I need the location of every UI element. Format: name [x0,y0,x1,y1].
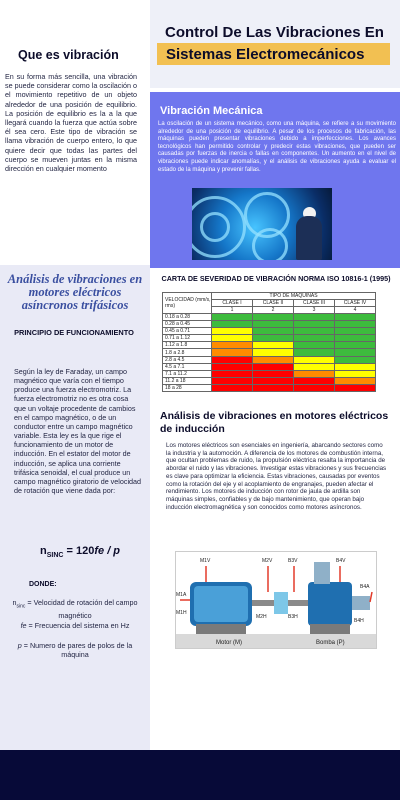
diagram-label-m1v: M1V [200,558,211,564]
analisis-motores-induccion-heading: Análisis de vibraciones en motores eléctricos de inducción [160,410,389,435]
severity-zone-cell [253,377,294,384]
severity-zone-cell [212,342,253,349]
severity-zone-cell [335,342,376,349]
class-header: CLASE I [212,300,253,307]
velocity-range: 0.71 a 1.12 [163,335,212,342]
velocity-range: 2.8 a 4.5 [163,356,212,363]
severity-row [163,370,376,377]
severity-zone-cell [253,349,294,356]
motor-pump-drawing [176,552,376,648]
velocity-range: 4.5 a 7.1 [163,363,212,370]
severity-zone-cell [253,356,294,363]
severity-zone-cell [212,384,253,391]
severity-zone-cell [294,314,335,321]
severity-zone-cell [335,377,376,384]
left-bottom-panel [0,265,150,750]
severity-zone-cell [253,314,294,321]
col-tipo-header: TIPO DE MAQUINAS [212,293,376,300]
severity-zone-cell [294,342,335,349]
severity-zone-cell [335,321,376,328]
velocity-range: 7.1 a 11.2 [163,370,212,377]
motor-pump-diagram [175,551,377,649]
col-velocidad-header: VELOCIDAD (mm/s, rms) [163,293,212,314]
severity-row [163,335,376,342]
severity-zone-cell [335,370,376,377]
severity-row [163,377,376,384]
class-header: CLASE IV [335,300,376,307]
severity-zone-cell [212,370,253,377]
velocity-range: 0.28 a 0.45 [163,321,212,328]
que-es-vibracion-heading: Que es vibración [18,48,119,62]
severity-zone-cell [294,349,335,356]
class-header: CLASE II [253,300,294,307]
severity-zone-cell [294,384,335,391]
diagram-label-b4a: B4A [360,584,370,590]
vibracion-mecanica-text: La oscilación de un sistema mecánico, como una máquina, se refiere a su movimiento alrededor de una posición de equilibrio. A pesar de los procesos de fabricación, las máquinas pueden presentar vibraciones debido a imperfecciones. Los avances tecnológicos han permitido controlar y predecir estas vibraciones, que pueden ser causadas por fuerzas de inercia o fallas en componentes. Un aumento en el nivel de vibraciones puede indicar anomalías, y el análisis de vibraciones ayuda a evaluar el estado de la máquina y prevenir fallas. [158,121,396,173]
velocity-range: 0.45 a 0.71 [163,328,212,335]
severity-zone-cell [294,377,335,384]
definicion-p: p = Numero de pares de polos de la máquina [17,641,133,659]
page-title-highlight [157,43,390,65]
principio-heading: PRINCIPIO DE FUNCIONAMIENTO [14,328,134,337]
severity-zone-cell [212,321,253,328]
formula-velocidad-sincrona: $n_{SINC} = 120fe / p$ [40,545,121,560]
severity-zone-cell [335,356,376,363]
vibracion-mecanica-heading: Vibración Mecánica [160,105,263,117]
severity-row [163,342,376,349]
severity-zone-cell [335,314,376,321]
severity-zone-cell [294,363,335,370]
class-number: 1 [212,307,253,314]
diagram-label-b3h: B3H [288,614,298,620]
carta-severidad-heading: CARTA DE SEVERIDAD DE VIBRACIÓN NORMA ISO 10816-1 (1995) [161,274,391,283]
definicion-fe: fe = Frecuencia del sistema en Hz [20,621,130,630]
severity-zone-cell [335,363,376,370]
severity-row [163,356,376,363]
severity-zone-cell [253,384,294,391]
page-title-line1: Control De Las Vibraciones En [165,24,384,41]
page-title-line2: Sistemas Electromecánicos [166,46,365,63]
severity-zone-cell [212,328,253,335]
severity-row [163,328,376,335]
severity-zone-cell [212,377,253,384]
class-number: 2 [253,307,294,314]
velocity-range: 1.12 a 1.8 [163,342,212,349]
severity-zone-cell [335,384,376,391]
severity-row [163,321,376,328]
faraday-text: Según la ley de Faraday, un campo magnético que varía con el tiempo produce una fuerza electromotriz. La fuerza electromotriz no es otra cosa que un voltaje procedente de cambios en el campo magnético, o de un conductor entre un campo magnético variable. Esta ley es la que rige el funcionamiento de un motor de inducción. En el estator del motor de inducción, se aplica una corriente trifásica senoidal, el cual produce un campo magnético giratorio de velocidad de rotación que viene dada por: [14,367,142,496]
class-header: CLASE III [294,300,335,307]
severity-row [163,384,376,391]
severity-zone-cell [253,335,294,342]
severity-zone-cell [212,314,253,321]
diagram-label-m1h: M1H [176,610,187,616]
diagram-bomba-label: Bomba (P) [316,640,345,646]
severity-zone-cell [212,356,253,363]
velocity-range: 0.18 a 0.28 [163,314,212,321]
diagram-label-b4h: B4H [354,618,364,624]
diagram-label-m2h: M2H [256,614,267,620]
severity-row [163,314,376,321]
class-number: 3 [294,307,335,314]
diagram-label-m2v: M2V [262,558,273,564]
severity-table [162,292,376,392]
que-es-vibracion-text: En su forma más sencilla, una vibración se puede considerar como la oscilación o el movimiento repetitivo de un objeto alrededor de una posición de equilibrio. La posición de equilibrio es la a la que llegará cuando la fuerza que actúa sobre él sea cero. Este tipo de vibración se llama vibración de cuerpo entero, lo que quiere decir que todas las partes del cuerpo se mueven juntas en la misma dirección en cualquier momento [5,72,137,174]
severity-zone-cell [253,370,294,377]
definicion-nsinc: $n_{sinc}$ = Velocidad de rotación del campo magnético [12,598,138,621]
severity-zone-cell [294,321,335,328]
severity-row [163,349,376,356]
donde-label: DONDE: [29,581,57,588]
severity-zone-cell [212,363,253,370]
severity-zone-cell [253,363,294,370]
diagram-label-b3v: B3V [288,558,298,564]
velocity-range: 18 a 28 [163,384,212,391]
class-number: 4 [335,307,376,314]
severity-zone-cell [212,335,253,342]
severity-zone-cell [253,321,294,328]
severity-zone-cell [294,370,335,377]
diagram-label-m1a: M1A [176,592,187,598]
severity-zone-cell [212,349,253,356]
severity-zone-cell [294,328,335,335]
diagram-label-b4v: B4V [336,558,346,564]
footer-band [0,750,400,800]
severity-row [163,363,376,370]
analisis-motores-asincronos-heading: Análisis de vibraciones en motores eléctricos asíncronos trifásicos [7,272,143,312]
severity-zone-cell [294,356,335,363]
severity-zone-cell [335,328,376,335]
diagram-motor-label: Motor (M) [216,640,242,646]
motores-induccion-text: Los motores eléctricos son esenciales en ingeniería, abarcando sectores como la industria y la automoción. A diferencia de los motores de combustión interna, que ocultan problemas de ruido, la propulsión eléctrica resalta la importancia de abordar el ruido y las vibraciones. Investigar estas vibraciones y sus frecuencias es clave para optimizar la eficiencia. Estas vibraciones, causadas por eventos como la rotación del eje y el acoplamiento de engranajes, pueden afectar el rendimiento. Los motores de inducción con rotor de jaula de ardilla son máquinas simples, confiables y de bajo mantenimiento, que operan bajo inducción electromagnética y son conocidos como motores asíncronos. [166,442,387,511]
severity-zone-cell [335,335,376,342]
severity-zone-cell [294,335,335,342]
velocity-range: 11.2 a 18 [163,377,212,384]
severity-zone-cell [335,349,376,356]
severity-zone-cell [253,342,294,349]
velocity-range: 1.8 a 2.8 [163,349,212,356]
engineer-machine-photo [192,188,332,260]
severity-zone-cell [253,328,294,335]
